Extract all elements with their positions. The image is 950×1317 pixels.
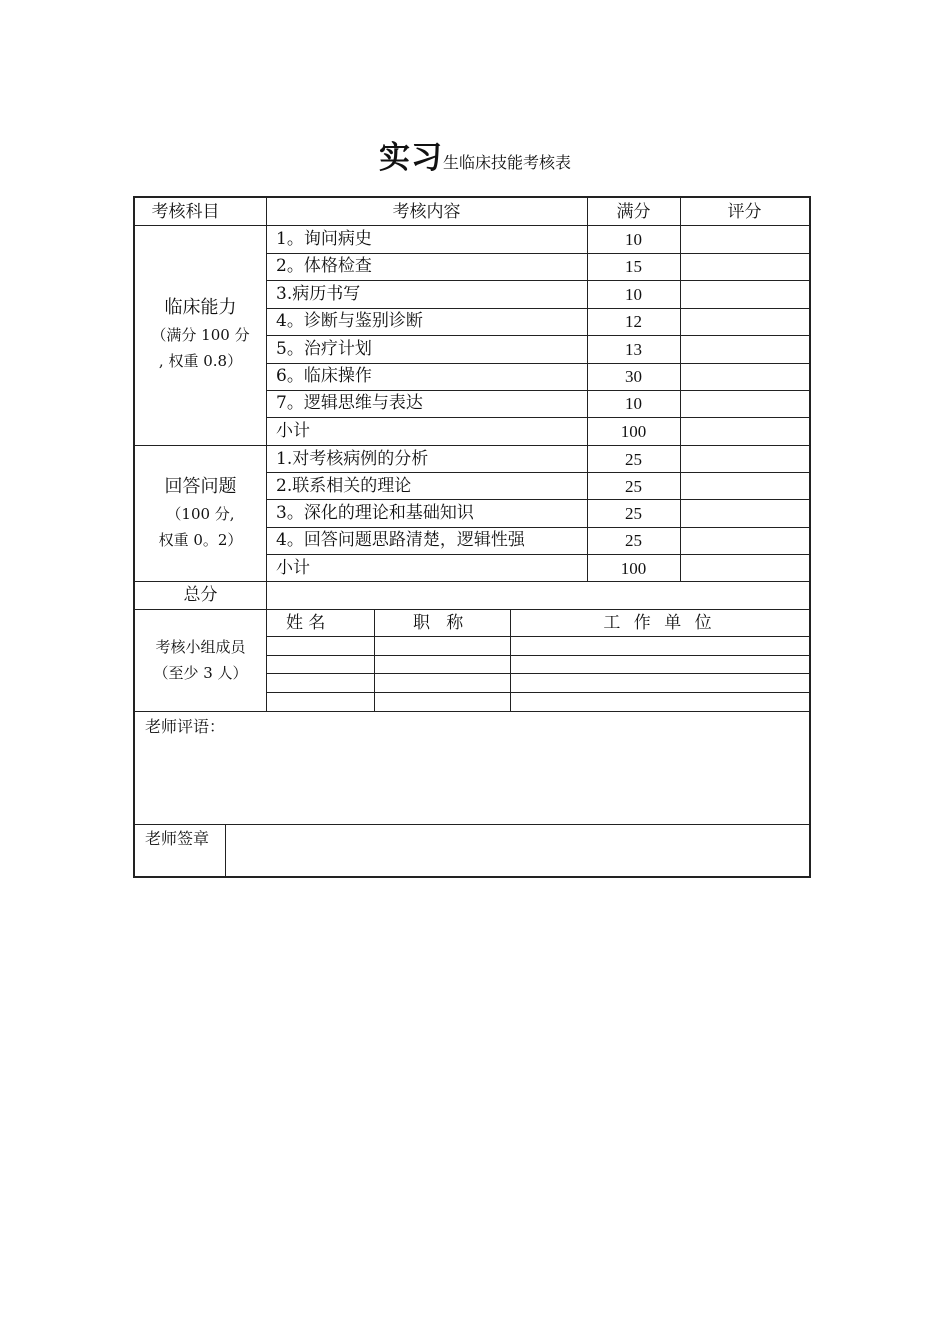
clinical-section-name: 临床能力 [164,297,237,318]
page-title-main: 实习 [378,140,443,176]
answer-item-label: 4。回答问题思路清楚，逻辑性强 [276,530,525,550]
page-title [0,132,950,177]
header-subject: 考核科目 [151,202,220,222]
clinical-item-full-score: 10 [625,230,642,249]
teacher-comment-label: 老师评语： [145,717,226,736]
answer-item-label: 1.对考核病例的分析 [276,449,429,469]
answer-item-label: 2.联系相关的理论 [276,476,412,496]
header-score: 评分 [727,202,762,222]
answer-item-full-score: 25 [625,477,642,496]
clinical-item-label: 5。治疗计划 [276,339,372,359]
clinical-subtotal-label: 小计 [276,421,310,441]
clinical-item-label: 4。诊断与鉴别诊断 [276,311,423,331]
panel-label-1: 考核小组成员 [155,638,246,656]
clinical-item-full-score: 30 [625,367,642,386]
clinical-item-label: 7。逻辑思维与表达 [276,393,423,413]
clinical-item-label: 3.病历书写 [276,284,361,304]
answer-section-note-2: 权重 0。2） [158,531,243,549]
page-title-rest: 生临床技能考核表 [442,153,571,172]
clinical-item-full-score: 12 [625,312,642,331]
clinical-item-full-score: 13 [625,340,642,359]
answer-item-full-score: 25 [625,450,642,469]
clinical-item-full-score: 15 [625,257,642,276]
answer-item-label: 3。深化的理论和基础知识 [276,503,474,523]
clinical-item-label: 2。体格检查 [276,256,372,276]
answer-subtotal-label: 小计 [276,558,310,578]
clinical-item-label: 6。临床操作 [276,366,372,386]
answer-section-note-1: （100 分, [166,505,235,523]
clinical-section-note-2: , 权重 0.8） [158,352,243,370]
panel-label-2: （至少 3 人） [153,664,248,682]
clinical-item-full-score: 10 [625,285,642,304]
answer-section-name: 回答问题 [164,476,237,497]
answer-item-full-score: 25 [625,504,642,523]
panel-col-name: 姓 名 [286,613,326,633]
panel-col-unit: 工 作 单 位 [603,613,716,633]
clinical-item-label: 1。询问病史 [276,229,372,249]
assessment-table [133,196,811,878]
panel-col-title: 职 称 [413,613,464,633]
header-full-score: 满分 [616,202,651,222]
answer-item-full-score: 25 [625,531,642,550]
clinical-section-note-1: （满分 100 分 [151,326,250,344]
teacher-signature-label: 老师签章 [145,829,210,848]
answer-subtotal-full-score: 100 [620,559,647,578]
header-content: 考核内容 [392,202,461,222]
clinical-item-full-score: 10 [625,394,642,413]
clinical-subtotal-full-score: 100 [620,422,647,441]
total-score-label: 总分 [183,585,218,605]
